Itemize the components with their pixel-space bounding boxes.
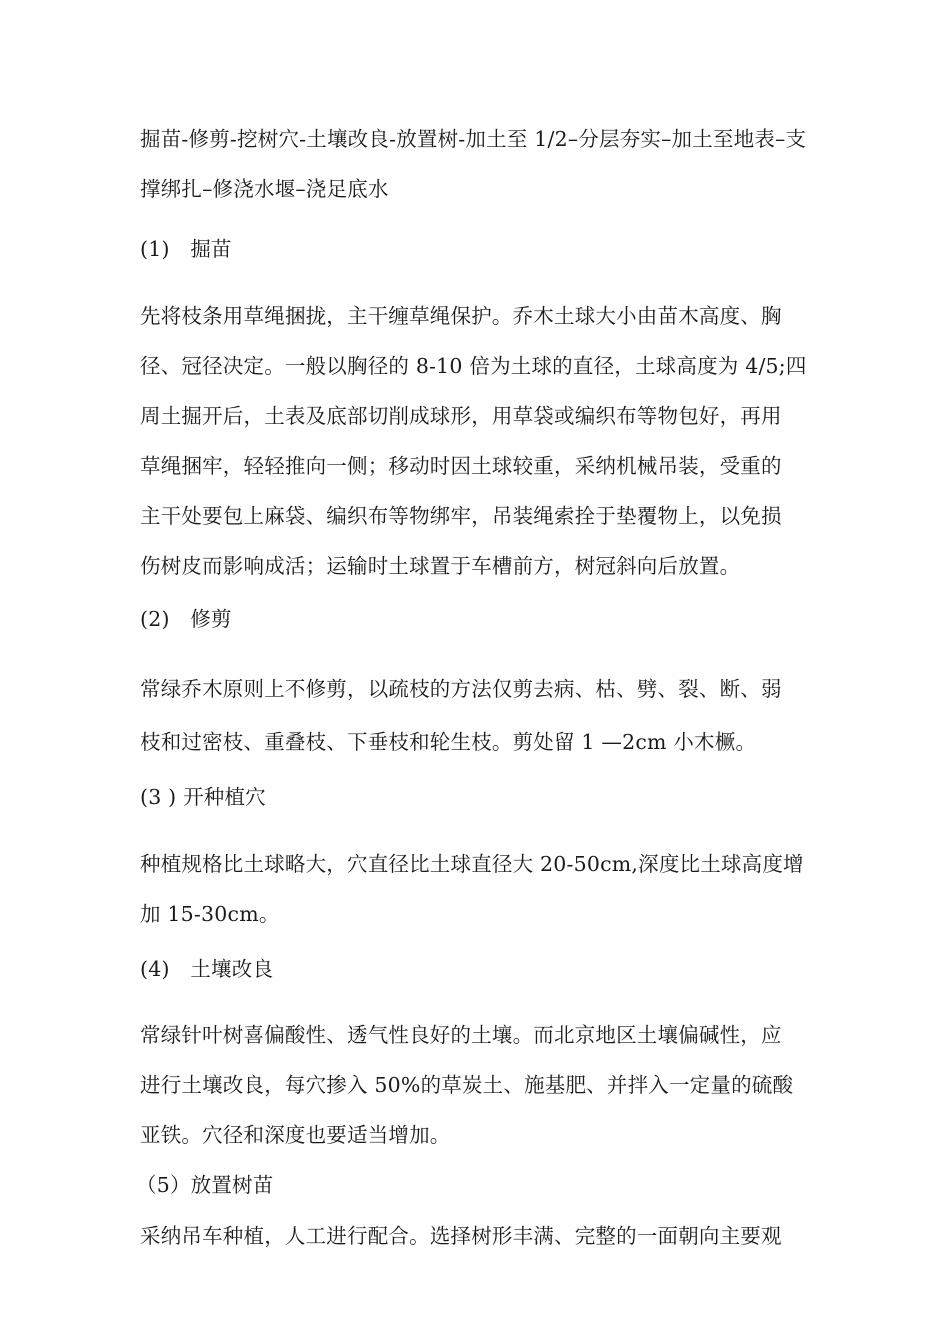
paragraph-line: 进行土壤改良，每穴掺入 50%的草炭土、施基肥、并拌入一定量的硫酸 (140, 1073, 794, 1097)
paragraph-line: 先将枝条用草绳捆拢，主干缠草绳保护。乔木土球大小由苗木高度、胸 (140, 304, 782, 328)
process-line-1: 掘苗-修剪-挖树穴-土壤改良-放置树-加土至 1/2–分层夯实–加土至地表–支 (140, 127, 807, 151)
paragraph-line: 加 15-30cm。 (140, 902, 280, 926)
section-heading-5: （5）放置树苗 (136, 1173, 274, 1197)
paragraph-line: 伤树皮而影响成活；运输时土球置于车槽前方，树冠斜向后放置。 (140, 554, 741, 578)
paragraph-line: 种植规格比土球略大，穴直径比土球直径大 20-50cm,深度比土球高度增 (140, 852, 804, 876)
section-heading-3: (3 ) 开种植穴 (140, 785, 266, 809)
section-heading-4: (4) 土壤改良 (140, 957, 274, 981)
paragraph-line: 主干处要包上麻袋、编织布等物绑牢，吊装绳索拴于垫覆物上，以免损 (140, 504, 782, 528)
paragraph-line: 亚铁。穴径和深度也要适当增加。 (140, 1123, 451, 1147)
paragraph-line: 周土掘开后，土表及底部切削成球形，用草袋或编织布等物包好，再用 (140, 404, 782, 428)
process-line-2: 撑绑扎–修浇水堰–浇足底水 (140, 177, 389, 201)
paragraph-line: 常绿针叶树喜偏酸性、透气性良好的土壤。而北京地区土壤偏碱性，应 (140, 1023, 782, 1047)
paragraph-line: 采纳吊车种植，人工进行配合。选择树形丰满、完整的一面朝向主要观 (140, 1224, 782, 1248)
paragraph-line: 径、冠径决定。一般以胸径的 8-10 倍为土球的直径，土球高度为 4/5;四 (140, 354, 807, 378)
paragraph-line: 常绿乔木原则上不修剪，以疏枝的方法仅剪去病、枯、劈、裂、断、弱 (140, 677, 782, 701)
section-heading-2: (2) 修剪 (140, 607, 232, 631)
paragraph-line: 草绳捆牢，轻轻推向一侧；移动时因土球较重，采纳机械吊装，受重的 (140, 454, 782, 478)
section-heading-1: (1) 掘苗 (140, 237, 232, 261)
paragraph-line: 枝和过密枝、重叠枝、下垂枝和轮生枝。剪处留 1 —2cm 小木橛。 (140, 730, 757, 754)
